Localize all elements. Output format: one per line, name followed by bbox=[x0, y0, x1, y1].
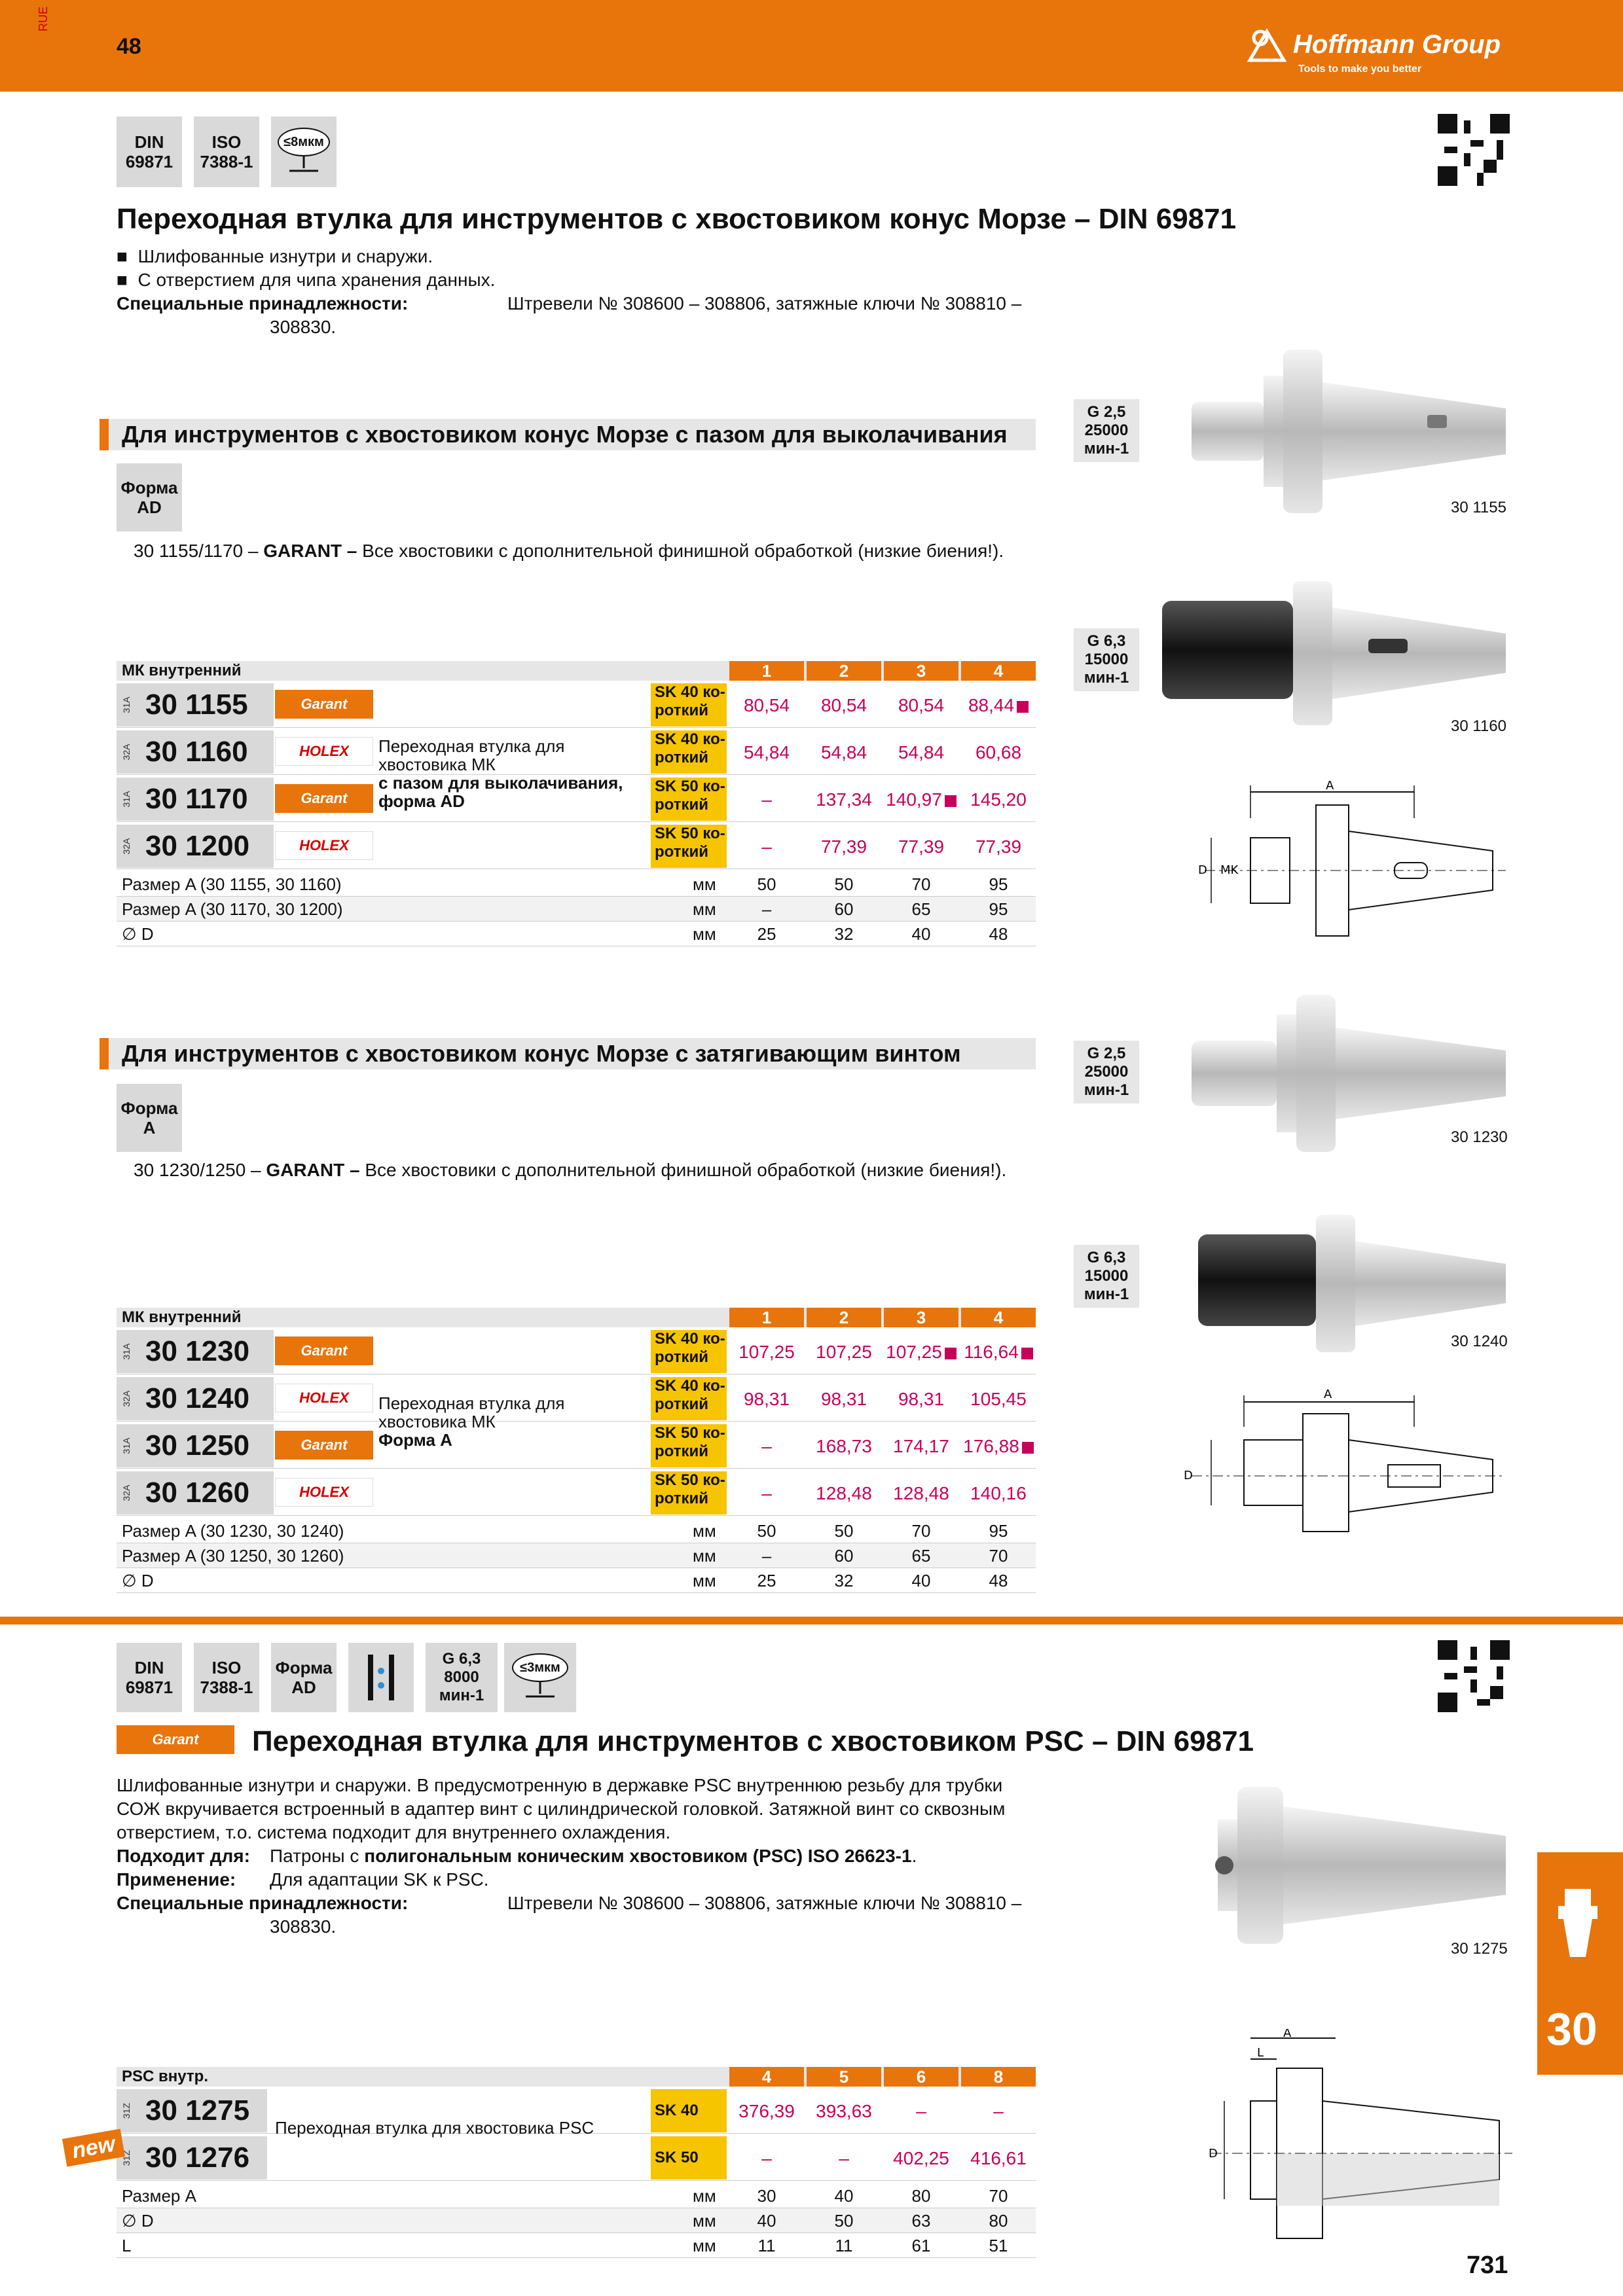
price-marker-icon bbox=[1021, 1348, 1033, 1359]
bullet-list bbox=[117, 245, 495, 292]
price-cell bbox=[807, 1436, 881, 1457]
price-value: – bbox=[761, 2148, 772, 2168]
price-cell bbox=[807, 1389, 881, 1410]
article-number-box bbox=[117, 1424, 274, 1467]
din-badge: DIN 69871 bbox=[117, 1643, 182, 1712]
garant-logo: Garant bbox=[275, 690, 373, 719]
tool-holder-image bbox=[1205, 1780, 1519, 1950]
price-value: 80,54 bbox=[743, 695, 790, 715]
price-value: 128,48 bbox=[893, 1483, 949, 1503]
dimension-label: Размер A (30 1155, 30 1160) bbox=[122, 874, 342, 894]
article-number: 30 1160 bbox=[145, 736, 248, 768]
price-cell bbox=[884, 789, 958, 810]
price-cell bbox=[884, 1483, 958, 1504]
price-value: 80,54 bbox=[820, 695, 867, 715]
article-tag: 31A bbox=[121, 1437, 132, 1454]
section-divider bbox=[0, 1617, 1623, 1624]
dimension-value: 50 bbox=[757, 874, 776, 894]
tool-holder-icon bbox=[1552, 1885, 1604, 1970]
column-header: 1 bbox=[729, 1308, 804, 1327]
dimension-value: 63 bbox=[911, 2211, 931, 2231]
technical-drawing bbox=[1178, 1388, 1519, 1558]
dimension-value: 48 bbox=[989, 924, 1008, 944]
balance-speed-badge: G 2,5 25000 мин-1 bbox=[1074, 1041, 1139, 1103]
bullet-item: ■ Шлифованные изнутри и снаружи. bbox=[117, 246, 433, 266]
accessories-label: Специальные принадлежности: bbox=[117, 293, 409, 314]
article-tag: 32A bbox=[121, 1484, 132, 1501]
article-number: 30 1230 bbox=[145, 1335, 250, 1367]
dimension-value: 32 bbox=[834, 924, 854, 944]
article-number: 30 1275 bbox=[145, 2094, 250, 2126]
dimension-value: 50 bbox=[834, 1521, 854, 1541]
price-cell bbox=[807, 2101, 881, 2122]
dimension-unit: мм bbox=[693, 2186, 716, 2206]
price-cell bbox=[961, 1342, 1036, 1363]
din-badge: DIN 69871 bbox=[117, 117, 182, 187]
dimension-row bbox=[117, 2183, 1036, 2208]
price-cell bbox=[884, 695, 958, 716]
article-number: 30 1250 bbox=[145, 1429, 250, 1462]
image-caption: 30 1275 bbox=[1451, 1940, 1508, 1958]
price-value: 105,45 bbox=[970, 1389, 1027, 1409]
dimension-value: 40 bbox=[834, 2186, 854, 2206]
article-number-box bbox=[117, 1330, 274, 1373]
price-cell bbox=[884, 2101, 958, 2122]
taper-size: SK 50 ко- роткий bbox=[651, 778, 727, 821]
dimension-value: 80 bbox=[989, 2211, 1008, 2231]
price-cell bbox=[729, 1342, 804, 1363]
balance-speed-badge: G 6,3 8000 мин-1 bbox=[426, 1643, 498, 1712]
table-header: PSC внутр. bbox=[117, 2067, 1036, 2087]
article-number: 30 1155 bbox=[145, 689, 248, 721]
language-code: RUE bbox=[37, 6, 50, 31]
price-value: – bbox=[839, 2148, 849, 2168]
price-cell bbox=[961, 1483, 1036, 1504]
price-cell bbox=[807, 836, 881, 857]
runout-badge bbox=[504, 1643, 576, 1712]
garant-logo: Garant bbox=[275, 1336, 373, 1365]
price-cell bbox=[729, 1483, 804, 1504]
article-number-box bbox=[117, 730, 274, 774]
price-value: 98,31 bbox=[820, 1389, 867, 1409]
dimension-label: L bbox=[122, 2236, 132, 2255]
price-value: 145,20 bbox=[970, 789, 1027, 810]
accessories-value-cont: 308830. bbox=[270, 317, 337, 337]
table-header: МК внутренний bbox=[117, 1308, 1036, 1327]
description-text: Переходная втулка для хвостовика МК bbox=[378, 736, 565, 774]
technical-drawing bbox=[1205, 2029, 1519, 2251]
holex-logo: HOLEX bbox=[275, 737, 373, 766]
dimension-unit: мм bbox=[693, 2211, 716, 2231]
price-value: 54,84 bbox=[743, 742, 790, 762]
price-cell bbox=[729, 789, 804, 810]
dimension-value: 30 bbox=[757, 2186, 776, 2206]
accessories-value-cont: 308830. bbox=[270, 1916, 337, 1937]
price-cell bbox=[961, 836, 1036, 857]
garant-logo: Garant bbox=[275, 1431, 373, 1460]
taper-size: SK 40 ко- роткий bbox=[651, 1330, 727, 1373]
price-value: 107,25 bbox=[739, 1342, 795, 1362]
qr-code-icon[interactable] bbox=[1438, 114, 1510, 186]
description-line: Шлифованные изнутри и снаружи. В предусмотренную в державке PSC внутреннюю резьбу для трубки bbox=[117, 1775, 1003, 1795]
taper-size: SK 50 ко- роткий bbox=[651, 1424, 727, 1467]
section-note: 30 1155/1170 – GARANT – Все хвостовики с дополнительной финишной обработкой (низкие биения!). bbox=[134, 541, 1004, 561]
column-header: 4 bbox=[729, 2067, 804, 2087]
balance-speed-badge: G 2,5 25000 мин-1 bbox=[1074, 399, 1139, 462]
article-number-box bbox=[117, 825, 274, 868]
column-header: 4 bbox=[961, 661, 1036, 681]
taper-size: SK 40 ко- роткий bbox=[651, 730, 727, 774]
price-value: 140,16 bbox=[970, 1483, 1027, 1503]
article-number-box bbox=[117, 1471, 274, 1515]
product-description bbox=[117, 1774, 1005, 1844]
page-number-bottom: 731 bbox=[1467, 2251, 1508, 2279]
dimension-row bbox=[117, 922, 1036, 946]
article-tag: 32A bbox=[121, 1390, 132, 1407]
hoffmann-logo-icon bbox=[1247, 26, 1289, 63]
price-value: 107,25 bbox=[816, 1342, 872, 1362]
runout-badge bbox=[271, 117, 337, 187]
price-value: 77,39 bbox=[898, 836, 945, 857]
table-header: МК внутренний bbox=[117, 661, 1036, 681]
price-value: – bbox=[761, 1483, 772, 1503]
dimension-value: 48 bbox=[989, 1571, 1008, 1590]
form-badge: Форма AD bbox=[271, 1643, 337, 1712]
runout-icon bbox=[520, 1682, 560, 1702]
price-marker-icon bbox=[1022, 1442, 1034, 1454]
price-cell bbox=[961, 1436, 1036, 1457]
price-value: 54,84 bbox=[898, 742, 945, 762]
description-bold: с пазом для выколачивания, форма AD bbox=[378, 773, 623, 811]
taper-size: SK 40 bbox=[651, 2089, 727, 2132]
price-value: – bbox=[761, 1436, 772, 1456]
article-number: 30 1200 bbox=[145, 830, 250, 862]
dimension-row bbox=[117, 897, 1036, 922]
price-cell bbox=[884, 836, 958, 857]
article-tag: 31Z bbox=[121, 2149, 132, 2166]
new-badge: new bbox=[62, 2129, 125, 2167]
coolant-badge bbox=[348, 1643, 414, 1712]
price-value: 116,64 bbox=[964, 1342, 1019, 1362]
iso-badge: ISO 7388-1 bbox=[194, 117, 259, 187]
dimension-row bbox=[117, 872, 1036, 897]
dimension-unit: мм bbox=[693, 1546, 716, 1566]
taper-size: SK 40 ко- роткий bbox=[651, 683, 727, 726]
section-heading: Для инструментов с хвостовиком конус Морзе с затягивающим винтом bbox=[100, 1038, 1036, 1069]
use-value: Для адаптации SK к PSC. bbox=[270, 1869, 489, 1890]
dimension-value: 65 bbox=[911, 899, 931, 919]
price-cell bbox=[961, 1389, 1036, 1410]
section-note: 30 1230/1250 – GARANT – Все хвостовики с дополнительной финишной обработкой (низкие биения!). bbox=[134, 1160, 1007, 1180]
price-value: 88,44 bbox=[968, 695, 1015, 715]
column-header: 5 bbox=[807, 2067, 881, 2087]
article-tag: 32A bbox=[121, 744, 132, 761]
runout-value: ≤8мкм bbox=[278, 128, 330, 156]
price-cell bbox=[729, 2101, 804, 2122]
article-tag: 31A bbox=[121, 1343, 132, 1360]
price-value: 128,48 bbox=[816, 1483, 872, 1503]
table-description bbox=[378, 1394, 640, 1449]
price-cell bbox=[729, 2148, 804, 2169]
dimension-value: 11 bbox=[835, 2236, 853, 2255]
price-cell bbox=[729, 742, 804, 763]
product-title: Переходная втулка для инструментов с хвостовиком PSC – DIN 69871 bbox=[252, 1725, 1254, 1757]
dimension-label: Размер A (30 1170, 30 1200) bbox=[122, 899, 343, 919]
dimension-value: 60 bbox=[834, 1546, 854, 1566]
coolant-icon bbox=[361, 1651, 401, 1704]
garant-logo: Garant bbox=[275, 784, 373, 813]
dimension-label-d: D bbox=[1209, 2147, 1218, 2161]
price-value: 140,97 bbox=[886, 789, 942, 810]
dimension-row bbox=[117, 1568, 1036, 1593]
brand-name: Hoffmann Group bbox=[1293, 30, 1501, 59]
price-marker-icon bbox=[945, 1348, 957, 1359]
image-caption: 30 1155 bbox=[1451, 499, 1506, 516]
price-value: 98,31 bbox=[898, 1389, 945, 1409]
dimension-value: 70 bbox=[989, 1546, 1008, 1566]
dimension-label-d: D bbox=[1198, 863, 1207, 877]
price-value: 137,34 bbox=[816, 789, 872, 810]
runout-icon bbox=[284, 156, 323, 176]
price-cell bbox=[961, 695, 1036, 716]
price-value: – bbox=[916, 2101, 926, 2121]
price-cell bbox=[729, 1436, 804, 1457]
price-cell bbox=[961, 742, 1036, 763]
bullet-item: ■ С отверстием для чипа хранения данных. bbox=[117, 270, 496, 290]
column-header: 2 bbox=[807, 661, 881, 681]
column-header: 1 bbox=[729, 661, 804, 681]
dimension-value: 60 bbox=[834, 899, 854, 919]
price-cell bbox=[807, 742, 881, 763]
price-cell bbox=[807, 2148, 881, 2169]
article-number-box bbox=[117, 683, 274, 726]
price-value: 107,25 bbox=[886, 1342, 942, 1362]
runout-value: ≤3мкм bbox=[512, 1653, 568, 1682]
form-badge: Форма A bbox=[117, 1084, 182, 1152]
dimension-label: Размер A (30 1230, 30 1240) bbox=[122, 1521, 344, 1541]
tool-holder-image bbox=[1159, 568, 1519, 738]
taper-size: SK 50 ко- роткий bbox=[651, 1471, 727, 1515]
section-heading: Для инструментов с хвостовиком конус Морзе с пазом для выколачивания bbox=[100, 419, 1036, 450]
price-value: 54,84 bbox=[820, 742, 867, 762]
price-cell bbox=[729, 695, 804, 716]
dimension-value: 70 bbox=[911, 1521, 931, 1541]
price-cell bbox=[961, 789, 1036, 810]
dimension-row bbox=[117, 1543, 1036, 1568]
accessories-value: Штревели № 308600 – 308806, затяжные ключи № 308810 – bbox=[507, 1893, 1022, 1913]
dimension-unit: мм bbox=[693, 1571, 716, 1590]
dimension-value: 40 bbox=[911, 924, 931, 944]
iso-badge: ISO 7388-1 bbox=[194, 1643, 259, 1712]
price-cell bbox=[884, 1436, 958, 1457]
article-tag: 31A bbox=[121, 696, 132, 713]
product-title: Переходная втулка для инструментов с хвостовиком конус Морзе – DIN 69871 bbox=[117, 203, 1237, 235]
price-value: 393,63 bbox=[816, 2101, 872, 2121]
price-value: – bbox=[993, 2101, 1004, 2121]
dimension-unit: мм bbox=[693, 874, 716, 894]
taper-size: SK 50 ко- роткий bbox=[651, 825, 727, 868]
holex-logo: HOLEX bbox=[275, 831, 373, 860]
dimension-label-mk: MK bbox=[1220, 863, 1239, 877]
price-cell bbox=[807, 1483, 881, 1504]
article-number: 30 1240 bbox=[145, 1382, 250, 1414]
price-cell bbox=[807, 1342, 881, 1363]
dimension-value: – bbox=[761, 899, 772, 919]
dimension-value: 65 bbox=[911, 1546, 931, 1566]
description-bold: Форма A bbox=[378, 1430, 452, 1450]
dimension-value: – bbox=[761, 1546, 772, 1566]
taper-size: SK 50 bbox=[651, 2136, 727, 2179]
dimension-unit: мм bbox=[693, 2236, 716, 2255]
holex-logo: HOLEX bbox=[275, 1478, 373, 1507]
dimension-row bbox=[117, 2233, 1036, 2258]
dimension-label-a: A bbox=[1283, 2029, 1292, 2040]
price-cell bbox=[884, 2148, 958, 2169]
price-value: 176,88 bbox=[963, 1436, 1019, 1456]
accessories-value: Штревели № 308600 – 308806, затяжные ключи № 308810 – bbox=[507, 293, 1022, 314]
price-value: 168,73 bbox=[816, 1436, 872, 1456]
page-number-top: 48 bbox=[117, 34, 141, 59]
use-label: Применение: bbox=[117, 1869, 236, 1890]
qr-code-icon[interactable] bbox=[1438, 1640, 1510, 1712]
column-header: 6 bbox=[884, 2067, 958, 2087]
dimension-label: ∅ D bbox=[122, 2211, 154, 2231]
garant-logo: Garant bbox=[117, 1725, 234, 1754]
dimension-row bbox=[117, 2208, 1036, 2233]
description-text: Переходная втулка для хвостовика МК bbox=[378, 1393, 565, 1431]
price-cell bbox=[729, 1389, 804, 1410]
price-cell bbox=[884, 1389, 958, 1410]
article-number: 30 1170 bbox=[145, 783, 248, 815]
technical-drawing bbox=[1192, 779, 1519, 962]
dimension-value: 61 bbox=[911, 2236, 931, 2255]
price-cell bbox=[961, 2101, 1036, 2122]
dimension-value: 70 bbox=[989, 2186, 1008, 2206]
form-badge: Форма AD bbox=[117, 463, 182, 531]
column-header: 3 bbox=[884, 661, 958, 681]
price-cell bbox=[729, 836, 804, 857]
dimension-unit: мм bbox=[693, 924, 716, 944]
dimension-value: 80 bbox=[911, 2186, 931, 2206]
dimension-value: 40 bbox=[757, 2211, 776, 2231]
dimension-value: 11 bbox=[757, 2236, 776, 2255]
column-header: 4 bbox=[961, 1308, 1036, 1327]
table-description: Переходная втулка для хвостовика PSC bbox=[275, 2118, 594, 2138]
article-number-box bbox=[117, 2089, 267, 2132]
price-marker-icon bbox=[945, 795, 957, 807]
dimension-label: ∅ D bbox=[122, 1571, 154, 1590]
dimension-value: 51 bbox=[989, 2236, 1008, 2255]
dimension-label-l: L bbox=[1257, 2046, 1264, 2060]
dimension-value: 95 bbox=[989, 874, 1008, 894]
article-number-box bbox=[117, 778, 274, 821]
description-line: отверстием, т.о. система подходит для внутреннего охлаждения. bbox=[117, 1822, 671, 1842]
image-caption: 30 1160 bbox=[1451, 717, 1506, 735]
price-value: 80,54 bbox=[898, 695, 945, 715]
dimension-label-a: A bbox=[1324, 1388, 1332, 1401]
dimension-value: 25 bbox=[757, 1571, 776, 1590]
price-cell bbox=[961, 2148, 1036, 2169]
price-cell bbox=[807, 789, 881, 810]
price-cell bbox=[807, 695, 881, 716]
image-caption: 30 1240 bbox=[1451, 1333, 1508, 1350]
dimension-value: 95 bbox=[989, 1521, 1008, 1541]
dimension-label-a: A bbox=[1326, 779, 1334, 793]
price-cell bbox=[884, 742, 958, 763]
price-value: 77,39 bbox=[975, 836, 1022, 857]
dimension-label: Размер A (30 1250, 30 1260) bbox=[122, 1546, 344, 1566]
brand-tagline: Tools to make you better bbox=[1298, 63, 1422, 75]
price-value: – bbox=[761, 789, 772, 810]
dimension-unit: мм bbox=[693, 1521, 716, 1541]
price-value: 416,61 bbox=[970, 2148, 1027, 2168]
dimension-value: 50 bbox=[834, 874, 854, 894]
table-description bbox=[378, 737, 640, 810]
taper-size: SK 40 ко- роткий bbox=[651, 1377, 727, 1420]
description-line: СОЖ вкручивается встроенный в адаптер винт с цилиндрической головкой. Затяжной винт со сквозным bbox=[117, 1799, 1006, 1819]
article-number-box bbox=[117, 1377, 274, 1420]
column-header: 8 bbox=[961, 2067, 1036, 2087]
dimension-unit: мм bbox=[693, 899, 716, 919]
article-number-box bbox=[117, 2136, 267, 2179]
accessories-label: Специальные принадлежности: bbox=[117, 1893, 409, 1913]
holex-logo: HOLEX bbox=[275, 1384, 373, 1412]
article-number: 30 1276 bbox=[145, 2142, 250, 2174]
dimension-value: 50 bbox=[834, 2211, 854, 2231]
chapter-number: 30 bbox=[1546, 2003, 1597, 2054]
article-tag: 31Z bbox=[121, 2102, 132, 2119]
fits-value: Патроны с полигональным коническим хвостовиком (PSC) ISO 26623-1. bbox=[270, 1846, 917, 1866]
price-value: 77,39 bbox=[820, 836, 867, 857]
dimension-value: 25 bbox=[757, 924, 776, 944]
price-value: 60,68 bbox=[975, 742, 1022, 762]
dimension-label: ∅ D bbox=[122, 924, 154, 944]
price-value: 402,25 bbox=[893, 2148, 949, 2168]
price-value: – bbox=[761, 836, 772, 857]
price-value: 376,39 bbox=[739, 2101, 795, 2121]
column-header: 3 bbox=[884, 1308, 958, 1327]
article-tag: 32A bbox=[121, 838, 132, 855]
dimension-value: 40 bbox=[911, 1571, 931, 1590]
article-tag: 31A bbox=[121, 791, 132, 808]
image-caption: 30 1230 bbox=[1451, 1128, 1508, 1146]
balance-speed-badge: G 6,3 15000 мин-1 bbox=[1074, 628, 1139, 691]
article-number: 30 1260 bbox=[145, 1477, 250, 1509]
price-value: 98,31 bbox=[743, 1389, 790, 1409]
dimension-value: 32 bbox=[834, 1571, 854, 1590]
balance-speed-badge: G 6,3 15000 мин-1 bbox=[1074, 1245, 1139, 1308]
column-header: 2 bbox=[807, 1308, 881, 1327]
dimension-value: 50 bbox=[757, 1521, 776, 1541]
price-marker-icon bbox=[1017, 701, 1029, 713]
fits-label: Подходит для: bbox=[117, 1846, 250, 1866]
dimension-value: 95 bbox=[989, 899, 1008, 919]
dimension-label: Размер A bbox=[122, 2186, 196, 2206]
dimension-row bbox=[117, 1518, 1036, 1543]
tool-holder-image bbox=[1178, 343, 1519, 520]
dimension-value: 70 bbox=[911, 874, 931, 894]
dimension-label-d: D bbox=[1184, 1469, 1193, 1482]
price-cell bbox=[884, 1342, 958, 1363]
price-value: 174,17 bbox=[893, 1436, 949, 1456]
